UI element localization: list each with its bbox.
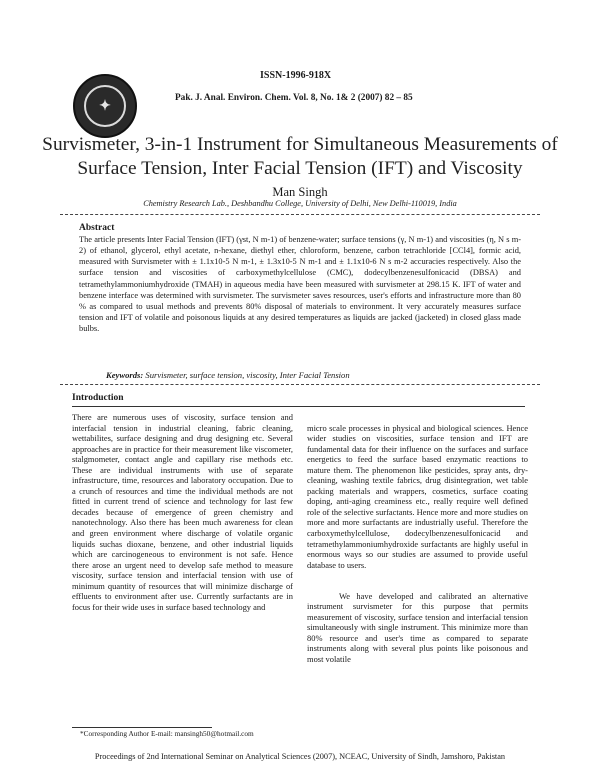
introduction-column-right: [307, 412, 528, 675]
journal-citation: Pak. J. Anal. Environ. Chem. Vol. 8, No. 1& 2 (2007) 82 – 85: [175, 93, 413, 103]
abstract-heading: Abstract: [79, 223, 115, 233]
footnote-rule: [72, 727, 212, 728]
introduction-column-left: There are numerous uses of viscosity, surface tension and interfacial tension in industrial cleaning, fabric cleaning, wettabilites, surface designing and drug designing etc. Several approaches are in practice for their measurement like viscometer, stalgmometer, contact angle and capillary rise methods etc. These are individual instruments with use of separate infrastructure, time, resources and laboratory occupation. Due to a crunch of resources and time the individual methods are not fitted in current trend of science and technology for last few decades because of emergence of green chemistry and nanotechnology. Also there has been much awareness for clean and green environment where discharge of volatile organic liquids suchas dioxane, benzene, and other industrial liquids which are carcinogeneous to environment is not safe. Hence there arose an urgent need to develop safe method to measure viscosity, surface tension and interfacial tension with use of minimum quantity of resources that will minimize discharge of effluents to environment after use. Currently surfactants are in focus for their wide uses in surface based technology and: [72, 412, 293, 612]
introduction-heading: Introduction: [72, 393, 124, 403]
keywords-text: Survismeter, surface tension, viscosity, Inter Facial Tension: [145, 370, 350, 380]
author-affiliation: Chemistry Research Lab., Deshbandhu College, University of Delhi, New Delhi-110019, India: [143, 199, 457, 208]
author-name: Man Singh: [272, 185, 328, 199]
introduction-right-paragraph-2: We have developed and calibrated an alternative instrument survismeter for this purpose that permits measurement of viscosity, surface tension and interfacial tension simultaneously with single instrument. This minimize more than 80% resource and user's time as compared to separate instruments along with several plus points like poisonous and most volatile: [307, 590, 528, 665]
paper-title: Survismeter, 3-in-1 Instrument for Simultaneous Measurements of Surface Tension, Inter Facial Tension (IFT) and Viscosity: [42, 134, 558, 179]
abstract-text: The article presents Inter Facial Tension (IFT) (γst, N m-1) of benzene-water; surface tensions (γ, N m-1) and viscosities (η, N s m-2) of ethanol, glycerol, ethyl acetate, n-hexane, diethyl ether, chloroform, benzene, carbon tetrachloride [CCl4], formic acid, measured with Survismeter with ± 1.1x10-5 N m-1, ± 1.3x10-5 N m-1 and ± 1.1x10-6 N s m-2 accuracies respectively. Also the surface tension and viscosities of carboxymethylcellulose (CMC), dodecylbenzenesulfonicacid (DBSA) and tetramethylammoniumhydroxide (TMAH) in aqueous media have been measured with survismeter at 298.15 K. IFT of water and benzene interface was determined with survismeter. The survismeter saves resources, user's efforts and infrastructure more than 80 % as compared to usual methods and prevents 80% disposal of materials to environment. It very accurately measures surface tension and IFT of volatile and poisonous liquids at any desired temperatures as liquids are jacked (jacketed) in closed glass made bulbs.: [79, 235, 521, 334]
seal-emblem-icon: ✦: [84, 85, 126, 127]
introduction-rule: [72, 406, 525, 407]
keywords-label: Keywords:: [106, 370, 144, 380]
issn: ISSN-1996-918X: [260, 70, 332, 81]
divider-bottom: [60, 384, 540, 385]
introduction-right-paragraph-1: micro scale processes in physical and biological sciences. Hence wider studies on viscosities, surface tension and IFT are fundamental data for their influence on the surfaces and surface energetics to feed the surface based enzymatic reactions to mature them. The phenomenon like pesticides, spray ants, dry-cleaning, washing textile fabrics, drug disintegration, wet table packing materials and wrappers, cosmetics, surface coating doping, anti-aging creaminess etc., really require well defined role of the selective surfactants. Hence more and more studies on more and more surfactants are industrially useful. Therefore the carboxymethylcellulose, dodecylbenzenesulfonicacid and tetramethylammoniumhydroxide surfactants are highly useful in enormous ways so our studies are assumed to provide useful database to users.: [307, 422, 528, 570]
corresponding-author-footnote: *Corresponding Author E-mail: mansingh50@hotmail.com: [80, 729, 254, 738]
proceedings-footer: Proceedings of 2nd International Seminar on Analytical Sciences (2007), NCEAC, University of Sindh, Jamshoro, Pakistan: [94, 752, 506, 761]
university-seal-icon: [73, 74, 137, 138]
divider-top: [60, 214, 540, 215]
keywords: [106, 370, 350, 380]
